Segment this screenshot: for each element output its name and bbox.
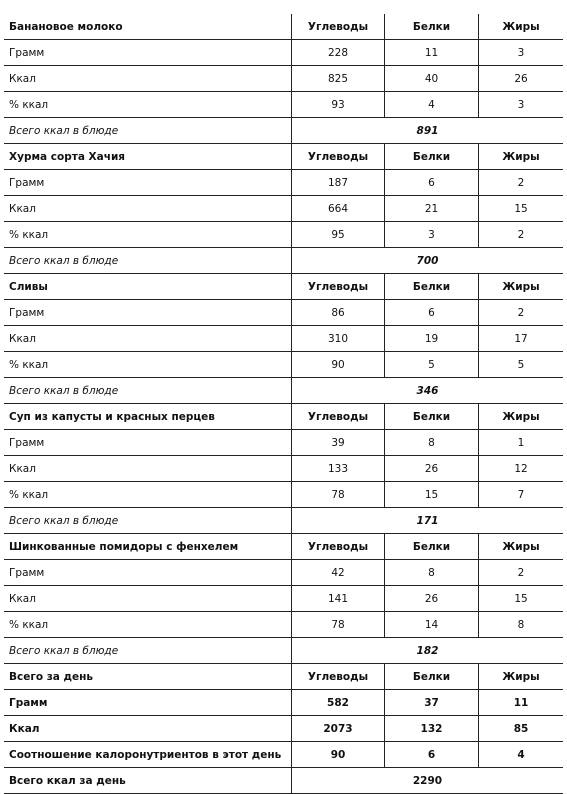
fat-value: 2 bbox=[479, 222, 564, 248]
dish-name: Суп из капусты и красных перцев bbox=[4, 404, 292, 430]
fat-column-header: Жиры bbox=[479, 664, 564, 690]
dish-total-row bbox=[4, 508, 563, 534]
nutrition-table-body bbox=[4, 14, 563, 794]
row-label: Грамм bbox=[4, 170, 292, 196]
dish-header-row bbox=[4, 534, 563, 560]
dish-total-row bbox=[4, 378, 563, 404]
carbs-value: 187 bbox=[292, 170, 385, 196]
dish-total-value: 346 bbox=[292, 378, 564, 404]
carbs-value: 42 bbox=[292, 560, 385, 586]
dish-total-value: 182 bbox=[292, 638, 564, 664]
carbs-column-header: Углеводы bbox=[292, 404, 385, 430]
protein-column-header: Белки bbox=[385, 14, 479, 40]
protein-column-header: Белки bbox=[385, 404, 479, 430]
carbs-value: 825 bbox=[292, 66, 385, 92]
fat-value: 2 bbox=[479, 300, 564, 326]
fat-value: 7 bbox=[479, 482, 564, 508]
row-label: Всего ккал в блюде bbox=[4, 248, 292, 274]
dish-total-row bbox=[4, 118, 563, 144]
dish-total-row bbox=[4, 248, 563, 274]
carbs-column-header: Углеводы bbox=[292, 534, 385, 560]
dish-name: Шинкованные помидоры с фенхелем bbox=[4, 534, 292, 560]
row-label: % ккал bbox=[4, 222, 292, 248]
carbs-value: 582 bbox=[292, 690, 385, 716]
kcal-row bbox=[4, 66, 563, 92]
fat-value: 26 bbox=[479, 66, 564, 92]
row-label: % ккал bbox=[4, 352, 292, 378]
row-label: Ккал bbox=[4, 326, 292, 352]
dish-total-row bbox=[4, 638, 563, 664]
fat-column-header: Жиры bbox=[479, 274, 564, 300]
protein-column-header: Белки bbox=[385, 144, 479, 170]
dish-header-row bbox=[4, 14, 563, 40]
row-label: Всего ккал в блюде bbox=[4, 508, 292, 534]
carbs-value: 310 bbox=[292, 326, 385, 352]
dish-total-value: 700 bbox=[292, 248, 564, 274]
kcal-row bbox=[4, 586, 563, 612]
row-label: Грамм bbox=[4, 430, 292, 456]
carbs-value: 86 bbox=[292, 300, 385, 326]
row-label: % ккал bbox=[4, 612, 292, 638]
protein-value: 3 bbox=[385, 222, 479, 248]
row-label: Грамм bbox=[4, 40, 292, 66]
fat-value: 2 bbox=[479, 560, 564, 586]
carbs-value: 78 bbox=[292, 612, 385, 638]
dish-header-row bbox=[4, 274, 563, 300]
pct-row bbox=[4, 482, 563, 508]
gram-row bbox=[4, 170, 563, 196]
carbs-value: 78 bbox=[292, 482, 385, 508]
carbs-column-header: Углеводы bbox=[292, 274, 385, 300]
gram-row bbox=[4, 300, 563, 326]
day-total-row bbox=[4, 768, 563, 794]
row-label: Ккал bbox=[4, 66, 292, 92]
carbs-value: 141 bbox=[292, 586, 385, 612]
pct-row bbox=[4, 352, 563, 378]
row-label: Грамм bbox=[4, 560, 292, 586]
protein-column-header: Белки bbox=[385, 274, 479, 300]
day-title: Всего за день bbox=[4, 664, 292, 690]
fat-value: 11 bbox=[479, 690, 564, 716]
fat-value: 3 bbox=[479, 40, 564, 66]
protein-value: 26 bbox=[385, 586, 479, 612]
protein-column-header: Белки bbox=[385, 534, 479, 560]
row-label: Ккал bbox=[4, 716, 292, 742]
carbs-value: 90 bbox=[292, 352, 385, 378]
dish-header-row bbox=[4, 404, 563, 430]
pct-row bbox=[4, 222, 563, 248]
carbs-value: 93 bbox=[292, 92, 385, 118]
day-kcal-row bbox=[4, 716, 563, 742]
fat-value: 4 bbox=[479, 742, 564, 768]
row-label: Соотношение калоронутриентов в этот день bbox=[4, 742, 292, 768]
gram-row bbox=[4, 430, 563, 456]
fat-column-header: Жиры bbox=[479, 534, 564, 560]
fat-value: 8 bbox=[479, 612, 564, 638]
protein-value: 40 bbox=[385, 66, 479, 92]
protein-value: 132 bbox=[385, 716, 479, 742]
fat-value: 1 bbox=[479, 430, 564, 456]
gram-row bbox=[4, 40, 563, 66]
row-label: Всего ккал в блюде bbox=[4, 638, 292, 664]
fat-value: 2 bbox=[479, 170, 564, 196]
fat-column-header: Жиры bbox=[479, 14, 564, 40]
carbs-value: 2073 bbox=[292, 716, 385, 742]
row-label: % ккал bbox=[4, 92, 292, 118]
day-ratio-row bbox=[4, 742, 563, 768]
kcal-row bbox=[4, 326, 563, 352]
row-label: Ккал bbox=[4, 196, 292, 222]
protein-value: 11 bbox=[385, 40, 479, 66]
fat-column-header: Жиры bbox=[479, 404, 564, 430]
carbs-value: 95 bbox=[292, 222, 385, 248]
dish-header-row bbox=[4, 144, 563, 170]
fat-value: 15 bbox=[479, 196, 564, 222]
protein-value: 21 bbox=[385, 196, 479, 222]
day-total-value: 2290 bbox=[292, 768, 564, 794]
protein-value: 37 bbox=[385, 690, 479, 716]
row-label: Всего ккал в блюде bbox=[4, 118, 292, 144]
dish-total-value: 171 bbox=[292, 508, 564, 534]
carbs-value: 90 bbox=[292, 742, 385, 768]
dish-name: Хурма сорта Хачия bbox=[4, 144, 292, 170]
protein-value: 6 bbox=[385, 742, 479, 768]
carbs-column-header: Углеводы bbox=[292, 664, 385, 690]
carbs-value: 39 bbox=[292, 430, 385, 456]
row-label: Ккал bbox=[4, 456, 292, 482]
day-header-row bbox=[4, 664, 563, 690]
dish-name: Банановое молоко bbox=[4, 14, 292, 40]
protein-value: 5 bbox=[385, 352, 479, 378]
gram-row bbox=[4, 560, 563, 586]
protein-value: 4 bbox=[385, 92, 479, 118]
fat-value: 12 bbox=[479, 456, 564, 482]
fat-value: 5 bbox=[479, 352, 564, 378]
dish-name: Сливы bbox=[4, 274, 292, 300]
fat-value: 3 bbox=[479, 92, 564, 118]
protein-value: 6 bbox=[385, 170, 479, 196]
carbs-column-header: Углеводы bbox=[292, 144, 385, 170]
protein-value: 8 bbox=[385, 430, 479, 456]
protein-column-header: Белки bbox=[385, 664, 479, 690]
protein-value: 14 bbox=[385, 612, 479, 638]
fat-value: 17 bbox=[479, 326, 564, 352]
protein-value: 26 bbox=[385, 456, 479, 482]
protein-value: 19 bbox=[385, 326, 479, 352]
carbs-value: 228 bbox=[292, 40, 385, 66]
day-gram-row bbox=[4, 690, 563, 716]
row-label: Грамм bbox=[4, 690, 292, 716]
fat-value: 85 bbox=[479, 716, 564, 742]
carbs-column-header: Углеводы bbox=[292, 14, 385, 40]
row-label: % ккал bbox=[4, 482, 292, 508]
fat-column-header: Жиры bbox=[479, 144, 564, 170]
kcal-row bbox=[4, 196, 563, 222]
row-label: Грамм bbox=[4, 300, 292, 326]
nutrition-table bbox=[4, 14, 563, 794]
protein-value: 8 bbox=[385, 560, 479, 586]
protein-value: 15 bbox=[385, 482, 479, 508]
carbs-value: 133 bbox=[292, 456, 385, 482]
dish-total-value: 891 bbox=[292, 118, 564, 144]
row-label: Всего ккал в блюде bbox=[4, 378, 292, 404]
row-label: Всего ккал за день bbox=[4, 768, 292, 794]
kcal-row bbox=[4, 456, 563, 482]
carbs-value: 664 bbox=[292, 196, 385, 222]
pct-row bbox=[4, 612, 563, 638]
pct-row bbox=[4, 92, 563, 118]
fat-value: 15 bbox=[479, 586, 564, 612]
row-label: Ккал bbox=[4, 586, 292, 612]
protein-value: 6 bbox=[385, 300, 479, 326]
